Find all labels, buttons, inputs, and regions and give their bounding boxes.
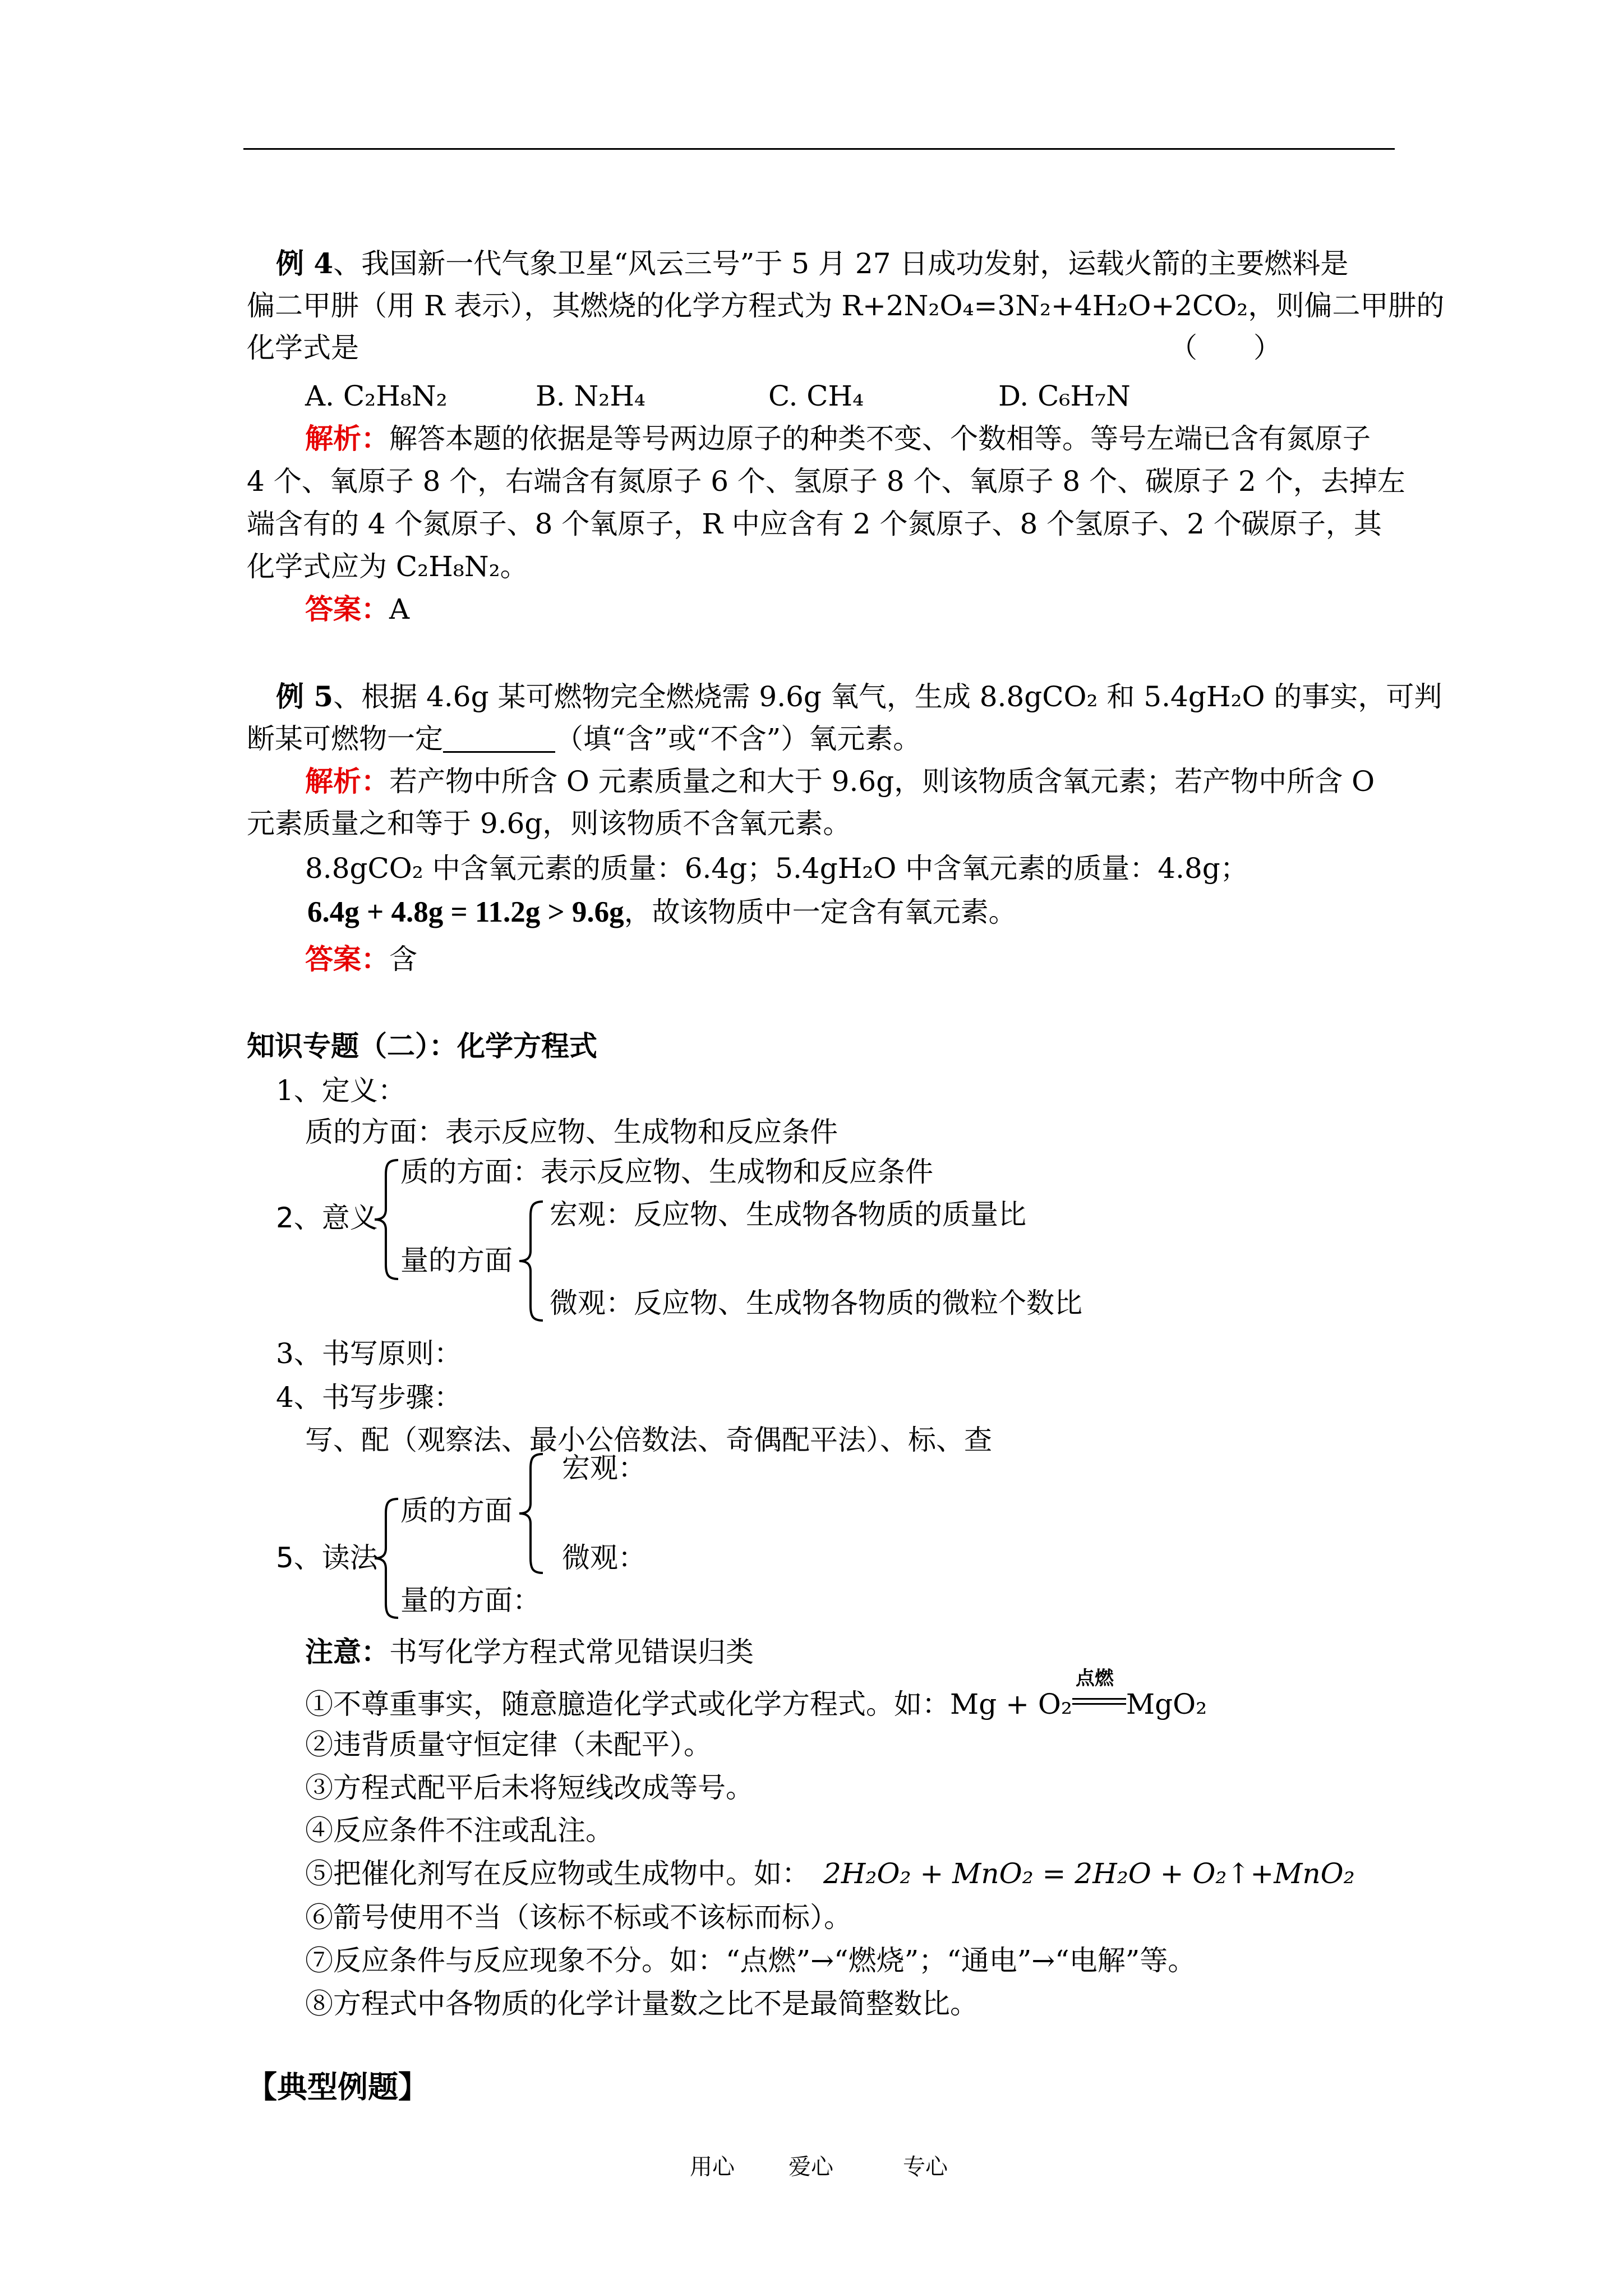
example-5-answer: 答案：含 <box>305 942 417 976</box>
example-4-analysis-line-4: 化学式应为 C₂H₈N₂。 <box>247 550 528 583</box>
topic-title: 知识专题（二）：化学方程式 <box>247 1029 597 1062</box>
quantity-brace <box>516 1197 550 1326</box>
note-6: ⑥箭号使用不当（该标不标或不该标而标）。 <box>305 1901 852 1934</box>
example-5-label: 例 5 <box>276 680 334 713</box>
reading-quantity: 量的方面： <box>400 1584 541 1617</box>
answer-label: 答案： <box>305 592 389 625</box>
answer-parentheses: （ ） <box>1169 332 1281 364</box>
header-rule <box>243 148 1395 150</box>
meaning-macro: 宏观：反应物、生成物各物质的质量比 <box>550 1198 1026 1231</box>
note-1: ①不尊重事实，随意臆造化学式或化学方程式。如：Mg + O₂ 点燃 MgO₂ <box>305 1667 1207 1720</box>
note-1-formula-right: MgO₂ <box>1126 1688 1207 1720</box>
note-4: ④反应条件不注或乱注。 <box>305 1814 614 1847</box>
meaning-brace <box>371 1156 405 1285</box>
definition-number: 1、定义： <box>276 1074 406 1107</box>
answer-label: 答案： <box>305 942 389 976</box>
definition-text: 质的方面：表示反应物、生成物和反应条件 <box>305 1116 838 1148</box>
meaning-micro: 微观：反应物、生成物各物质的微粒个数比 <box>550 1287 1082 1319</box>
meaning-quality: 质的方面：表示反应物、生成物和反应条件 <box>400 1156 933 1188</box>
mass-sum-formula: 6.4g + 4.8g = 11.2g > 9.6g <box>307 896 624 928</box>
reading-brace <box>371 1494 405 1623</box>
example-4-answer: 答案：A <box>305 592 410 625</box>
steps-number: 4、书写步骤： <box>276 1381 462 1414</box>
reading-quality-brace <box>516 1450 550 1579</box>
note-3: ③方程式配平后未将短线改成等号。 <box>305 1772 754 1804</box>
example-5-analysis-line-2: 元素质量之和等于 9.6g，则该物质不含氧元素。 <box>247 807 851 840</box>
option-d: D. C₆H₇N <box>998 380 1131 412</box>
example-4-line-1: 例 4、我国新一代气象卫星“风云三号”于 5 月 27 日成功发射，运载火箭的主要燃料是 <box>276 247 1349 280</box>
reading-macro: 宏观： <box>562 1452 646 1484</box>
notes-title: 注意：书写化学方程式常见错误归类 <box>305 1635 754 1668</box>
footer-word-1: 用心 <box>690 2154 735 2180</box>
option-b: B. N₂H₄ <box>536 380 645 412</box>
meaning-quantity: 量的方面 <box>400 1244 513 1277</box>
note-1-formula-left: Mg + O₂ <box>950 1688 1072 1720</box>
reading-number: 5、读法 <box>276 1542 378 1574</box>
note-7: ⑦反应条件与反应现象不分。如：“点燃”→“燃烧”；“通电”→“电解”等。 <box>305 1944 1196 1977</box>
example-5-analysis-line-1: 解析：若产物中所含 O 元素质量之和大于 9.6g，则该物质含氧元素；若产物中所含 O <box>305 765 1375 798</box>
reading-quality: 质的方面 <box>400 1494 513 1527</box>
note-5: ⑤把催化剂写在反应物或生成物中。如： 2H₂O₂ + MnO₂ = 2H₂O + O₂↑+MnO₂ <box>305 1857 1355 1890</box>
notes-label: 注意： <box>305 1635 389 1668</box>
example-4-analysis-line-3: 端含有的 4 个氮原子、8 个氧原子，R 中应含有 2 个氮原子、8 个氢原子、2 个碳原子，其 <box>247 508 1382 540</box>
analysis-label: 解析： <box>305 765 389 798</box>
option-a: A. C₂H₈N₂ <box>305 380 448 412</box>
example-4-line-3: 化学式是 <box>247 332 359 364</box>
burning-condition-sign <box>1072 1667 1126 1714</box>
steps-text: 写、配（观察法、最小公倍数法、奇偶配平法）、标、查 <box>305 1424 992 1456</box>
condition-label: 点燃 <box>1075 1667 1114 1690</box>
example-5-line-2: 断某可燃物一定 （填“含”或“不含”）氧元素。 <box>247 723 921 755</box>
example-5-calc: 8.8gCO₂ 中含氧元素的质量：6.4g；5.4gH₂O 中含氧元素的质量：4.8g； <box>305 852 1248 885</box>
example-5-line-1: 例 5、根据 4.6g 某可燃物完全燃烧需 9.6g 氧气，生成 8.8gCO₂ 和 5.4gH₂O 的事实，可判 <box>276 680 1442 713</box>
section-heading: 【典型例题】 <box>247 2069 428 2105</box>
example-4-analysis-line-2: 4 个、氧原子 8 个，右端含有氮原子 6 个、氢原子 8 个、氧原子 8 个、碳原子 2 个，去掉左 <box>247 465 1405 498</box>
example-4-label: 例 4 <box>276 247 334 280</box>
footer-word-3: 专心 <box>903 2154 948 2180</box>
analysis-label: 解析： <box>305 422 389 455</box>
example-4-analysis-line-1: 解析：解答本题的依据是等号两边原子的种类不变、个数相等。等号左端已含有氮原子 <box>305 422 1371 455</box>
example-4-line-2: 偏二甲肼（用 R 表示），其燃烧的化学方程式为 R+2N₂O₄=3N₂+4H₂O+2CO₂，则偏二甲肼的 <box>247 289 1445 322</box>
note-8: ⑧方程式中各物质的化学计量数之比不是最简整数比。 <box>305 1987 978 2020</box>
footer-word-2: 爱心 <box>789 2154 833 2180</box>
option-c: C. CH₄ <box>768 380 864 412</box>
fill-in-blank <box>443 725 555 753</box>
note-2: ②违背质量守恒定律（未配平）。 <box>305 1728 712 1761</box>
principle-number: 3、书写原则： <box>276 1337 462 1370</box>
catalyst-equation: 2H₂O₂ + MnO₂ = 2H₂O + O₂↑+MnO₂ <box>823 1857 1355 1890</box>
example-5-formula-line: 6.4g + 4.8g = 11.2g > 9.6g，故该物质中一定含有氧元素。 <box>307 896 1017 928</box>
meaning-number: 2、意义 <box>276 1202 378 1234</box>
reading-micro: 微观： <box>562 1542 646 1574</box>
